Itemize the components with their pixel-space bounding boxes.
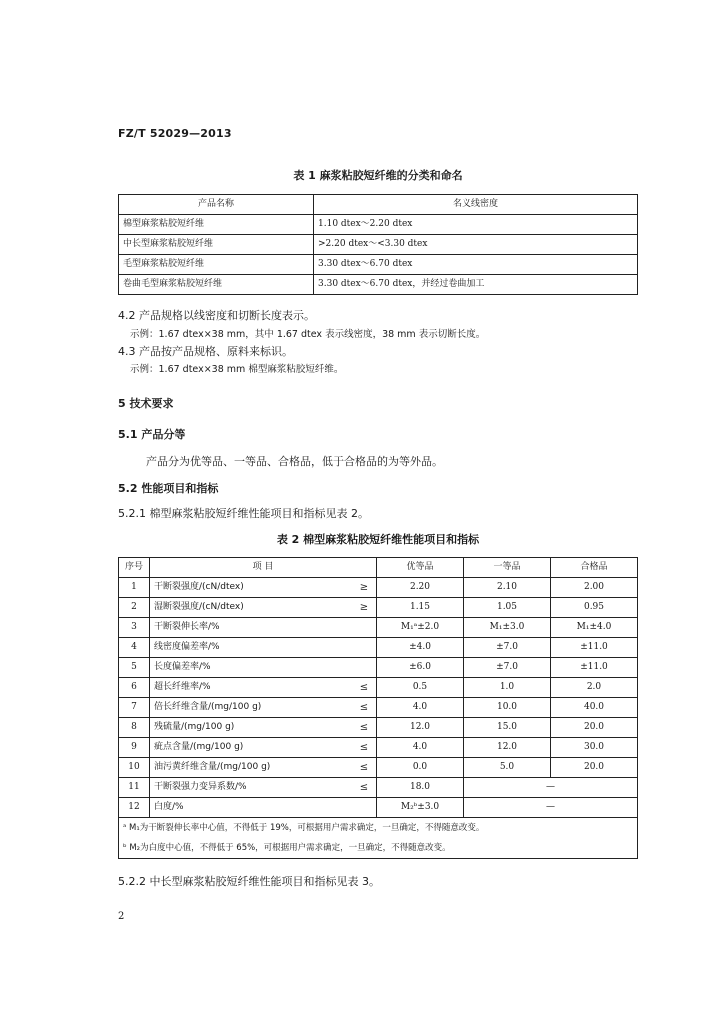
section-5-heading: 5 技术要求	[118, 397, 174, 410]
table-row	[119, 678, 638, 698]
table-cell: ±11.0	[551, 638, 638, 658]
table-cell: 4.0	[377, 738, 464, 758]
table-cell: ≤	[352, 698, 377, 718]
table-cell: 2	[119, 598, 150, 618]
table-cell: M₂ᵇ±3.0	[377, 798, 464, 818]
section-5-1-text: 产品分为优等品、一等品、合格品，低于合格品的为等外品。	[146, 455, 443, 468]
table-row	[119, 275, 638, 295]
table-cell: 油污黄纤维含量/(mg/100 g)	[150, 758, 353, 778]
table-header-cell: 优等品	[377, 558, 464, 578]
table-cell: 线密度偏差率/%	[150, 638, 353, 658]
table-cell: 10	[119, 758, 150, 778]
table-cell: 2.20	[377, 578, 464, 598]
clause-4-3: 4.3 产品按产品规格、原料来标识。	[118, 345, 293, 358]
table-cell: 0.5	[377, 678, 464, 698]
table-cell: 12.0	[464, 738, 551, 758]
table-row	[119, 698, 638, 718]
table-cell	[352, 618, 377, 638]
table-header-row	[119, 195, 638, 215]
table-row	[119, 618, 638, 638]
table-cell: 湿断裂强度/(cN/dtex)	[150, 598, 353, 618]
table-cell: 2.00	[551, 578, 638, 598]
table-cell: 30.0	[551, 738, 638, 758]
table-cell: 1.05	[464, 598, 551, 618]
table-cell: 长度偏差率/%	[150, 658, 353, 678]
table-cell: 0.0	[377, 758, 464, 778]
table-cell: ≤	[352, 778, 377, 798]
table-cell: 3.30 dtex～6.70 dtex，并经过卷曲加工	[314, 275, 638, 295]
table-cell: 2.0	[551, 678, 638, 698]
clause-5-2-1: 5.2.1 棉型麻浆粘胶短纤维性能项目和指标见表 2。	[118, 507, 369, 520]
table-cell	[352, 638, 377, 658]
table-cell: 干断裂强力变异系数/%	[150, 778, 353, 798]
table-cell: 毛型麻浆粘胶短纤维	[119, 255, 314, 275]
clause-4-3-example: 示例：1.67 dtex×38 mm 棉型麻浆粘胶短纤维。	[130, 364, 344, 375]
table-cell: 6	[119, 678, 150, 698]
table-cell: ±11.0	[551, 658, 638, 678]
table-cell: ≥	[352, 598, 377, 618]
table-cell: M₁±4.0	[551, 618, 638, 638]
table-row	[119, 738, 638, 758]
table-cell: 中长型麻浆粘胶短纤维	[119, 235, 314, 255]
clause-4-2-example: 示例：1.67 dtex×38 mm，其中 1.67 dtex 表示线密度，38 mm 表示切断长度。	[130, 329, 486, 340]
table-cell: ±4.0	[377, 638, 464, 658]
table-row	[119, 798, 638, 818]
table-cell: —	[464, 778, 638, 798]
table-cell: ≤	[352, 678, 377, 698]
table-cell: 疵点含量/(mg/100 g)	[150, 738, 353, 758]
table-cell: 3.30 dtex～6.70 dtex	[314, 255, 638, 275]
table-cell: 0.95	[551, 598, 638, 618]
table-cell: 8	[119, 718, 150, 738]
table-cell: 1	[119, 578, 150, 598]
table-cell: M₁±3.0	[464, 618, 551, 638]
table-cell: ≥	[352, 578, 377, 598]
table-cell: 倍长纤维含量/(mg/100 g)	[150, 698, 353, 718]
table-row	[119, 718, 638, 738]
table-cell: ±6.0	[377, 658, 464, 678]
table-cell: 4	[119, 638, 150, 658]
table-cell: M₁ᵃ±2.0	[377, 618, 464, 638]
table-cell: 10.0	[464, 698, 551, 718]
table-cell: 1.15	[377, 598, 464, 618]
table-header-cell: 一等品	[464, 558, 551, 578]
table-cell: ±7.0	[464, 638, 551, 658]
table-row	[119, 255, 638, 275]
clause-5-2-2: 5.2.2 中长型麻浆粘胶短纤维性能项目和指标见表 3。	[118, 875, 380, 888]
page-number: 2	[118, 911, 125, 922]
table-cell: 5	[119, 658, 150, 678]
table-cell: 9	[119, 738, 150, 758]
table-note-row	[119, 818, 638, 839]
table-header-cell: 合格品	[551, 558, 638, 578]
table-cell: ≤	[352, 738, 377, 758]
section-5-2-heading: 5.2 性能项目和指标	[118, 482, 219, 495]
table-cell: 11	[119, 778, 150, 798]
table-cell: 干断裂强度/(cN/dtex)	[150, 578, 353, 598]
table-cell: 20.0	[551, 718, 638, 738]
table-cell: —	[464, 798, 638, 818]
table-header-cell: 名义线密度	[314, 195, 638, 215]
table-cell: 15.0	[464, 718, 551, 738]
table-cell	[352, 798, 377, 818]
table-cell: >2.20 dtex～<3.30 dtex	[314, 235, 638, 255]
table2	[118, 557, 638, 859]
table-cell: 残硫量/(mg/100 g)	[150, 718, 353, 738]
table-cell: 1.10 dtex～2.20 dtex	[314, 215, 638, 235]
table-row	[119, 638, 638, 658]
table-row	[119, 778, 638, 798]
table-header-row	[119, 558, 638, 578]
standard-number: FZ/T 52029—2013	[118, 127, 232, 140]
table-cell: 20.0	[551, 758, 638, 778]
table-cell: ≤	[352, 758, 377, 778]
table2-caption: 表 2 棉型麻浆粘胶短纤维性能项目和指标	[276, 533, 480, 546]
table-cell: 3	[119, 618, 150, 638]
table-row	[119, 215, 638, 235]
table-row	[119, 658, 638, 678]
table-cell: 卷曲毛型麻浆粘胶短纤维	[119, 275, 314, 295]
table-cell: ≤	[352, 718, 377, 738]
section-5-1-heading: 5.1 产品分等	[118, 428, 186, 441]
table-cell: 4.0	[377, 698, 464, 718]
table-row	[119, 578, 638, 598]
table-cell: 5.0	[464, 758, 551, 778]
table-cell: 干断裂伸长率/%	[150, 618, 353, 638]
table-header-cell: 产品名称	[119, 195, 314, 215]
table-note-row	[119, 838, 638, 859]
table-cell: 7	[119, 698, 150, 718]
table-cell: 2.10	[464, 578, 551, 598]
table-cell: 白度/%	[150, 798, 353, 818]
table-header-cell: 序号	[119, 558, 150, 578]
table-row	[119, 598, 638, 618]
table-header-cell: 项 目	[150, 558, 377, 578]
table-note-a: ᵃ M₁为干断裂伸长率中心值，不得低于 19%，可根据用户需求确定，一旦确定，不得随意改变。	[119, 818, 638, 839]
table-cell: 18.0	[377, 778, 464, 798]
table-row	[119, 758, 638, 778]
table-cell: 1.0	[464, 678, 551, 698]
table1	[118, 194, 638, 295]
table-cell: ±7.0	[464, 658, 551, 678]
table-note-b: ᵇ M₂为白度中心值，不得低于 65%，可根据用户需求确定，一旦确定，不得随意改变。	[119, 838, 638, 859]
table-cell: 12.0	[377, 718, 464, 738]
table-cell	[352, 658, 377, 678]
clause-4-2: 4.2 产品规格以线密度和切断长度表示。	[118, 309, 315, 322]
table-cell: 40.0	[551, 698, 638, 718]
table1-caption: 表 1 麻浆粘胶短纤维的分类和命名	[293, 169, 463, 182]
table-cell: 12	[119, 798, 150, 818]
table-cell: 超长纤维率/%	[150, 678, 353, 698]
table-row	[119, 235, 638, 255]
table-cell: 棉型麻浆粘胶短纤维	[119, 215, 314, 235]
